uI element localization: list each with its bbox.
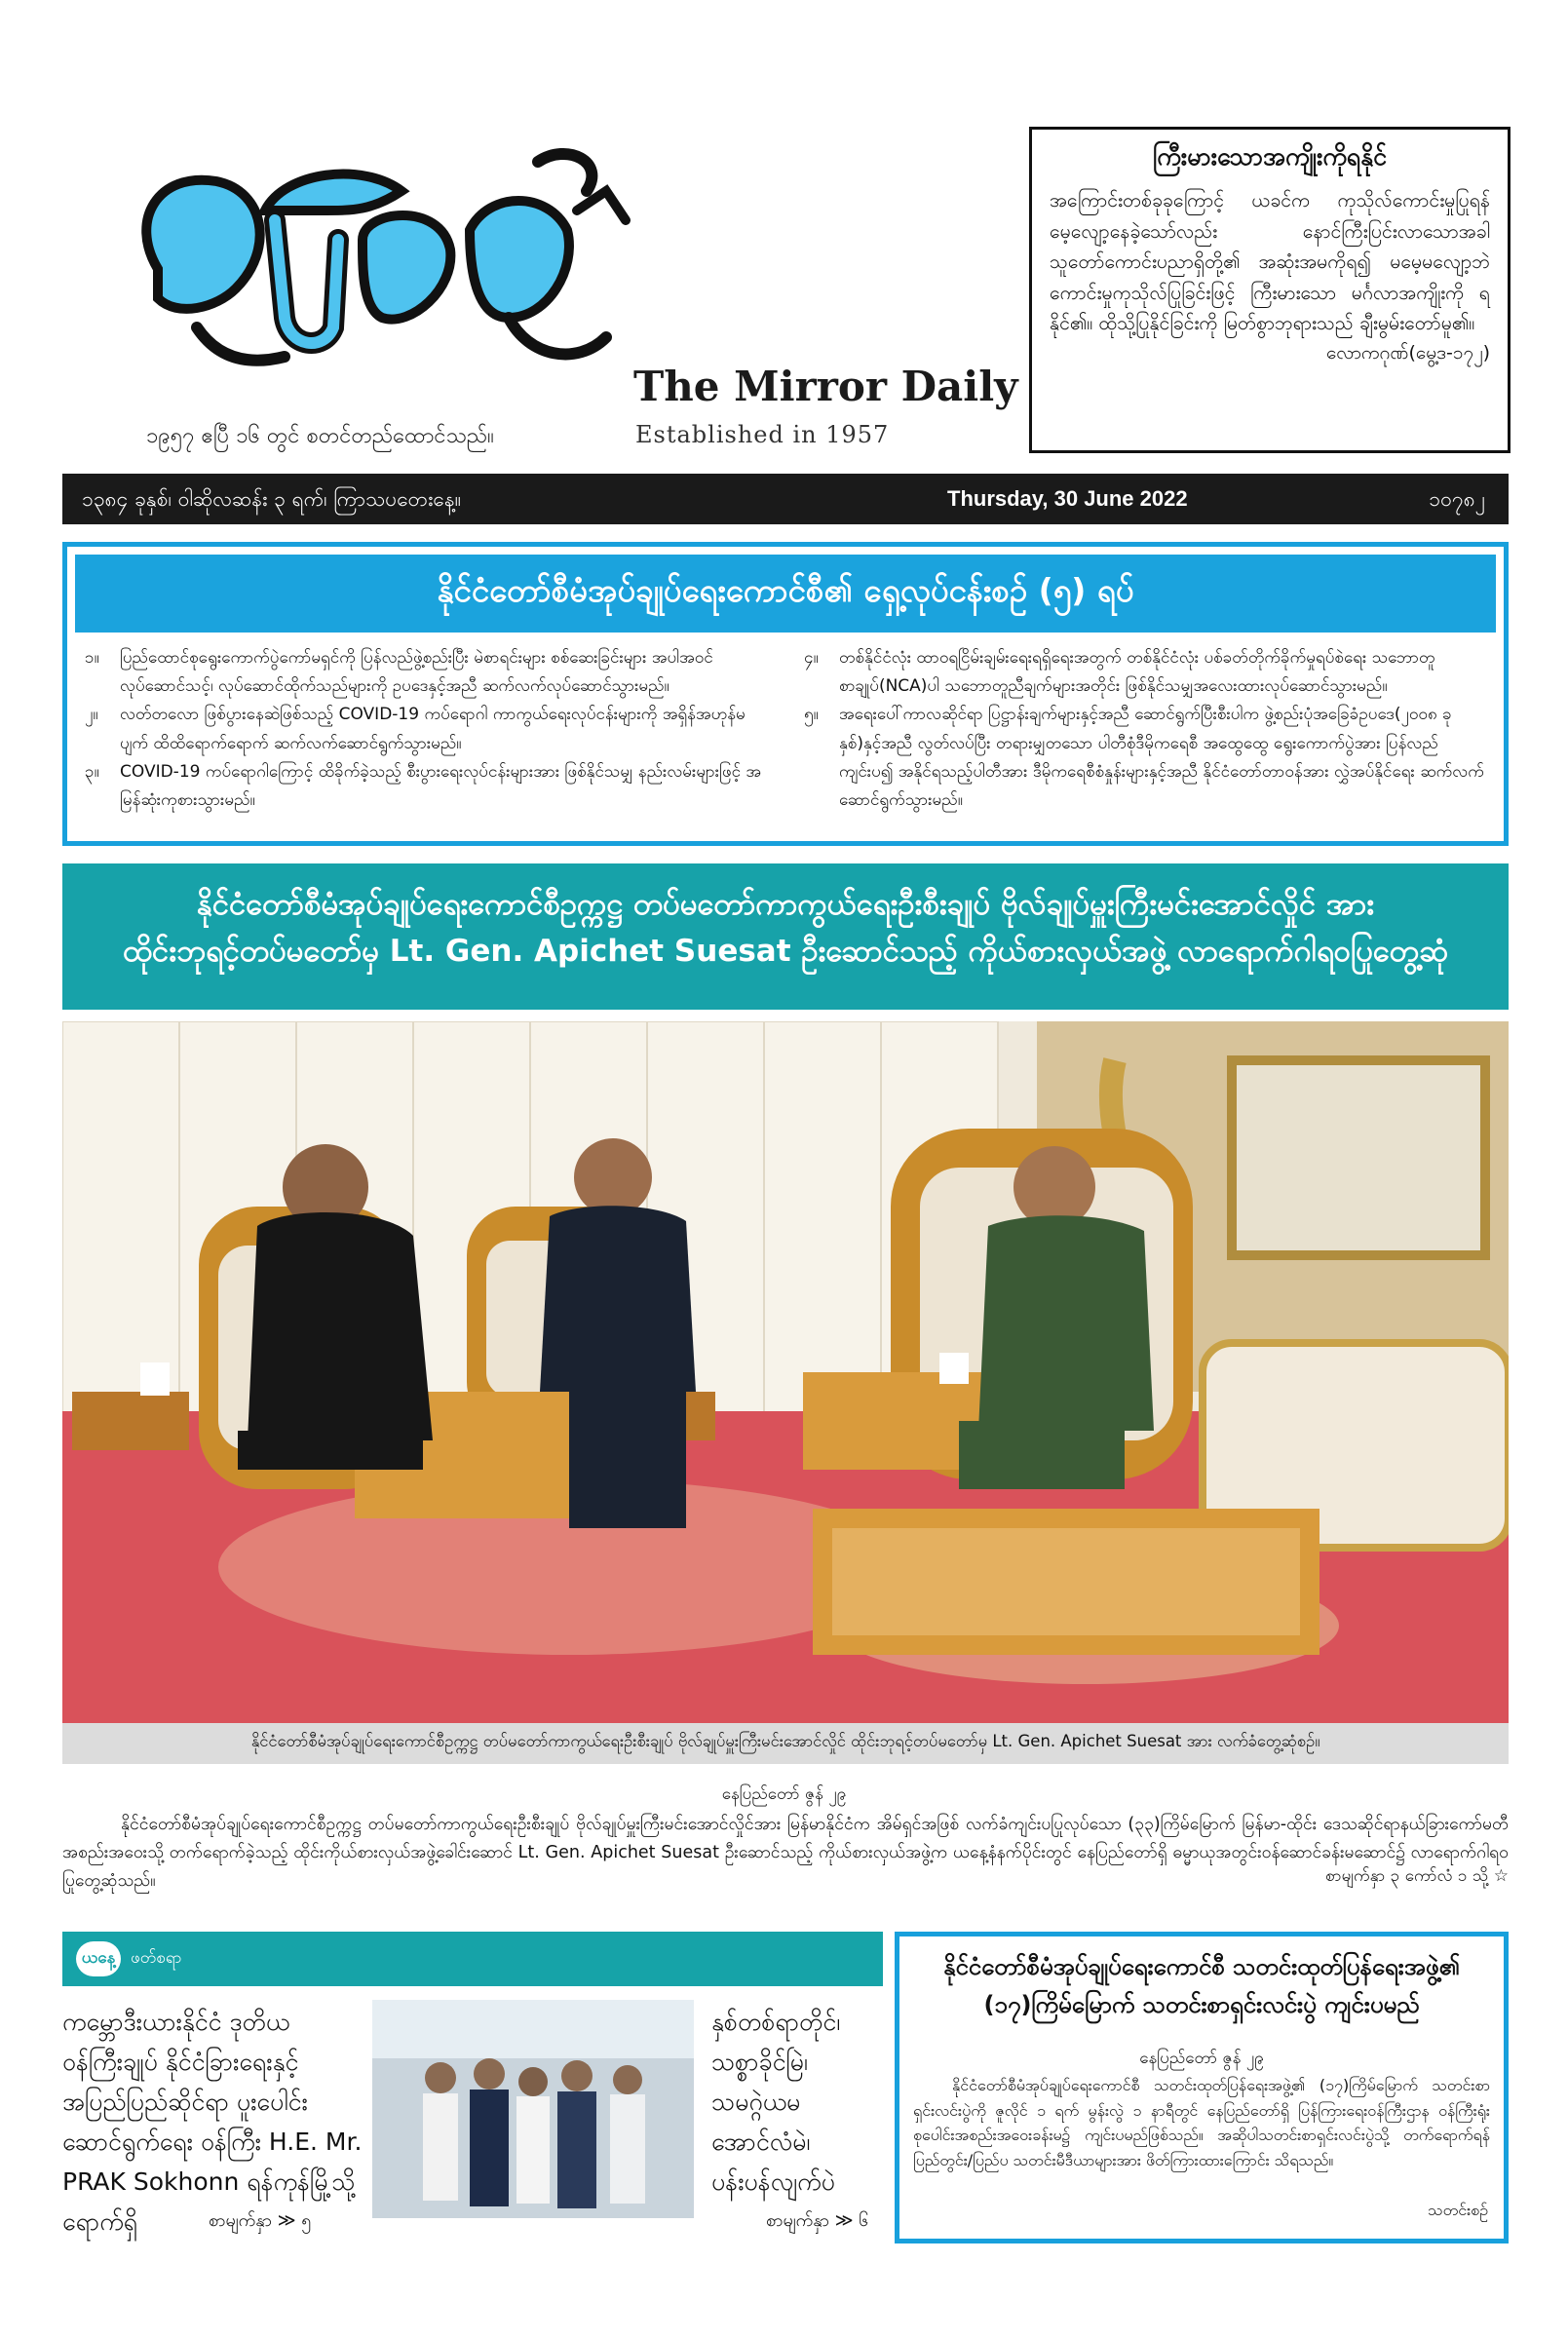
press-conference-source: သတင်းစဉ်	[1428, 2201, 1488, 2219]
today-subtag: ဖတ်စရာ	[131, 1948, 182, 1968]
today-box	[62, 1932, 883, 2243]
today-jump-1: စာမျက်နှာ ≫ ၅	[209, 2210, 312, 2231]
quote-body: အကြောင်းတစ်ခုခုကြောင့် ယခင်က ကုသိုလ်ကောင်းမှုပြုရန် မေ့လျော့နေခဲ့သော်လည်း နောင်ကြီးပြင်းလာသောအခါ သူတော်ကောင်းပညာရှိတို့၏ အဆုံးအမကိုရ၍ မမေ့မလျော့ဘဲ ကောင်းမှုကုသိုလ်ပြုခြင်းဖြင့် ကြီးမားသော မင်္ဂလာအကျိုးကို ရနိုင်၏။ ထိုသို့ပြုနိုင်ခြင်းကို မြတ်စွာဘုရားသည် ချီးမွမ်းတော်မူ၏။	[1050, 189, 1490, 335]
objective-item	[804, 701, 1486, 815]
poem-line: နှစ်တစ်ရာတိုင်၊	[711, 2008, 841, 2036]
story-body: နိုင်ငံတော်စီမံအုပ်ချုပ်ရေးကောင်စီဥက္ကဋ္ဌ တပ်မတော်ကာကွယ်ရေးဦးစီးချုပ် ဗိုလ်ချုပ်မှူးကြီးမင်းအောင်လှိုင်အား မြန်မာနိုင်ငံက အိမ်ရှင်အဖြစ် လက်ခံကျင်းပပြုလုပ်သော (၃၃)ကြိမ်မြောက် မြန်မာ-ထိုင်း ဒေသဆိုင်ရာနယ်ခြားကော်မတီ အစည်းအဝေးသို့ တက်ရောက်ခဲ့သည့် ထိုင်းကိုယ်စားလှယ်အဖွဲ့ခေါင်းဆောင် Lt. Gen. Apichet Suesat ဦးဆောင်သည့် ကိုယ်စားလှယ်အဖွဲ့က ယနေ့နံနက်ပိုင်းတွင် နေပြည်တော်ရှိ ဓမ္မာယုအတွင်းဝန်ဆောင်ခန်းမဆောင်၌ လာရောက်ဂါရဝပြုတွေ့ဆုံသည်။	[62, 1815, 1509, 1891]
masthead-logo	[107, 125, 653, 417]
masthead-title-en: The Mirror Daily	[633, 363, 1018, 410]
story-continued: စာမျက်နှာ ၃ ကော်လံ ၁ သို့ ☆	[1325, 1866, 1509, 1886]
objective-text: တစ်နိုင်ငံလုံး ထာဝရငြိမ်းချမ်းရေးရရှိရေးအတွက် တစ်နိုင်ငံလုံး ပစ်ခတ်တိုက်ခိုက်မှုရပ်စဲရေး သဘောတူစာချုပ်(NCA)ပါ သဘောတူညီချက်များအတိုင်း ဖြစ်နိုင်သမျှအလေးထားလုပ်ဆောင်သွားမည်။	[839, 648, 1435, 697]
poem-line: သမဂ္ဂဲယမ	[711, 2088, 801, 2116]
objective-item	[85, 758, 767, 815]
today-poem	[711, 2002, 883, 2202]
press-conference-box	[895, 1932, 1509, 2243]
objective-text: COVID-19 ကပ်ရောဂါကြောင့် ထိခိုက်ခဲ့သည့် စီးပွားရေးလုပ်ငန်းများအား ဖြစ်နိုင်သမျှ နည်းလမ်းများဖြင့် အမြန်ဆုံးကုစားသွားမည်။	[120, 761, 762, 811]
poem-line: ပန်းပန်လျက်ပဲ	[711, 2167, 835, 2196]
main-photo	[62, 1021, 1509, 1723]
today-jump-2: စာမျက်နှာ ≫ ၆	[766, 2210, 869, 2231]
poem-line: သစ္စာခိုင်မြဲ၊	[711, 2048, 808, 2076]
today-photo	[372, 2000, 694, 2218]
main-headline	[62, 863, 1509, 1010]
headline-line-1: နိုင်ငံတော်စီမံအုပ်ချုပ်ရေးကောင်စီဥက္ကဋ္ဌ တပ်မတော်ကာကွယ်ရေးဦးစီးချုပ် ဗိုလ်ချုပ်မှူးကြီးမင်းအောင်လှိုင် အား	[196, 887, 1375, 922]
objective-number: ၃။	[85, 761, 99, 782]
objective-text: လတ်တလော ဖြစ်ပွားနေဆဲဖြစ်သည့် COVID-19 ကပ်ရောဂါ ကာကွယ်ရေးလုပ်ငန်းများကို အရှိန်အဟုန်မပျက် ထိထိရောက်ရောက် ဆက်လက်ဆောင်ရွက်သွားမည်။	[120, 705, 746, 753]
objectives-column-right	[804, 644, 1486, 815]
objective-number: ၅။	[804, 705, 819, 725]
objective-item	[85, 644, 767, 701]
objective-text: အရေးပေါ်ကာလဆိုင်ရာ ပြဋ္ဌာန်းချက်များနှင့်အညီ ဆောင်ရွက်ပြီးစီးပါက ဖွဲ့စည်းပုံအခြေခံဥပဒေ(၂၀၀၈ ခုနှစ်)နှင့်အညီ လွတ်လပ်ပြီး တရားမျှတသော ပါတီစုံဒီမိုကရေစီ အထွေထွေ ရွေးကောက်ပွဲအား ပြန်လည်ကျင်းပ၍ အနိုင်ရသည့်ပါတီအား ဒီမိုကရေစီစံနှုန်းများနှင့်အညီ နိုင်ငံတော်တာဝန်အား လွှဲအပ်နိုင်ရေး ဆက်လက်ဆောင်ရွက်သွားမည်။	[839, 705, 1484, 811]
issue-number: ၁၀၇၈၂	[1429, 487, 1485, 511]
objective-number: ၂။	[85, 705, 98, 725]
objectives-title: နိုင်ငံတော်စီမံအုပ်ချုပ်ရေးကောင်စီ၏ ရှေ့လုပ်ငန်းစဉ် (၅) ရပ်	[75, 555, 1496, 633]
quote-title: ကြီးမားသောအကျိုးကိုရနိုင်	[1153, 142, 1387, 171]
poem-line: အောင်လံမဲ၊	[711, 2128, 811, 2156]
objective-number: ၁။	[85, 648, 99, 668]
headline-line-2: ထိုင်းဘုရင့်တပ်မတော်မှ Lt. Gen. Apichet Suesat ဦးဆောင်သည့် ကိုယ်စားလှယ်အဖွဲ့ လာရောက်ဂါရဝပြုတွေ့ဆုံ	[123, 934, 1448, 970]
date-mm: ၁၃၈၄ ခုနှစ်၊ ဝါဆိုလဆန်း ၃ ရက်၊ ကြာသပတေးနေ့။	[82, 487, 462, 511]
press-conference-title: နိုင်ငံတော်စီမံအုပ်ချုပ်ရေးကောင်စီ သတင်းထုတ်ပြန်ရေးအဖွဲ့၏ (၁၇)ကြိမ်မြောက် သတင်းစာရှင်းလင်းပွဲ ကျင်းပမည်	[943, 1953, 1460, 2018]
objective-item	[85, 701, 767, 757]
today-story-text: ကမ္ဘောဒီးယားနိုင်ငံ ဒုတိယဝန်ကြီးချုပ် နိုင်ငံခြားရေးနှင့် အပြည်ပြည်ဆိုင်ရာ ပူးပေါင်းဆောင်ရွက်ရေး ဝန်ကြီး H.E. Mr. PRAK Sokhonn ရန်ကုန်မြို့သို့ ရောက်ရှိ	[62, 2008, 363, 2236]
date-bar	[62, 474, 1509, 524]
date-en: Thursday, 30 June 2022	[947, 486, 1188, 511]
quote-source: လောကဂုဏ်(မွေ့ဒ-၁၇၂)	[1325, 341, 1490, 364]
story-dateline: နေပြည်တော် ဇွန် ၂၉	[721, 1784, 847, 1804]
objective-text: ပြည်ထောင်စုရွေးကောက်ပွဲကော်မရှင်ကို ပြန်လည်ဖွဲ့စည်းပြီး မဲစာရင်းများ စစ်ဆေးခြင်းများ အပါအဝင် လုပ်ဆောင်သင့်၊ လုပ်ဆောင်ထိုက်သည်များကို ဥပဒေနှင့်အညီ ဆက်လက်လုပ်ဆောင်သွားမည်။	[120, 648, 713, 697]
today-header	[62, 1932, 883, 1986]
quote-box	[1029, 127, 1511, 453]
founded-text: ၁၉၅၇ ဧပြီ ၁၆ တွင် စတင်တည်ထောင်သည်။	[146, 424, 494, 448]
established-text: Established in 1957	[635, 421, 890, 448]
today-tag: ယနေ့	[76, 1941, 121, 1976]
objectives-column-left	[85, 644, 767, 815]
press-conference-dateline: နေပြည်တော် ဇွန် ၂၉	[1139, 2049, 1264, 2068]
objective-item	[804, 644, 1486, 701]
objectives-box	[62, 542, 1509, 846]
photo-caption: နိုင်ငံတော်စီမံအုပ်ချုပ်ရေးကောင်စီဥက္ကဋ္ဌ တပ်မတော်ကာကွယ်ရေးဦးစီးချုပ် ဗိုလ်ချုပ်မှူးကြီးမင်းအောင်လှိုင် ထိုင်းဘုရင့်တပ်မတော်မှ Lt. Gen. Apichet Suesat အား လက်ခံတွေ့ဆုံစဉ်။	[62, 1723, 1509, 1764]
press-conference-body: နိုင်ငံတော်စီမံအုပ်ချုပ်ရေးကောင်စီ သတင်းထုတ်ပြန်ရေးအဖွဲ့၏ (၁၇)ကြိမ်မြောက် သတင်းစာရှင်းလင်းပွဲကို ဇူလိုင် ၁ ရက် မွန်းလွဲ ၁ နာရီတွင် နေပြည်တော်ရှိ ပြန်ကြားရေးဝန်ကြီးဌာန ဝန်ကြီးရုံး စုပေါင်းအစည်းအဝေးခန်းမ၌ ကျင်းပမည်ဖြစ်သည်။ အဆိုပါသတင်းစာရှင်းလင်းပွဲသို့ တက်ရောက်ရန် ပြည်တွင်း/ပြည်ပ သတင်းမီဒီယာများအား ဖိတ်ကြားထားကြောင်း သိရသည်။	[913, 2076, 1490, 2169]
objective-number: ၄။	[804, 648, 819, 668]
